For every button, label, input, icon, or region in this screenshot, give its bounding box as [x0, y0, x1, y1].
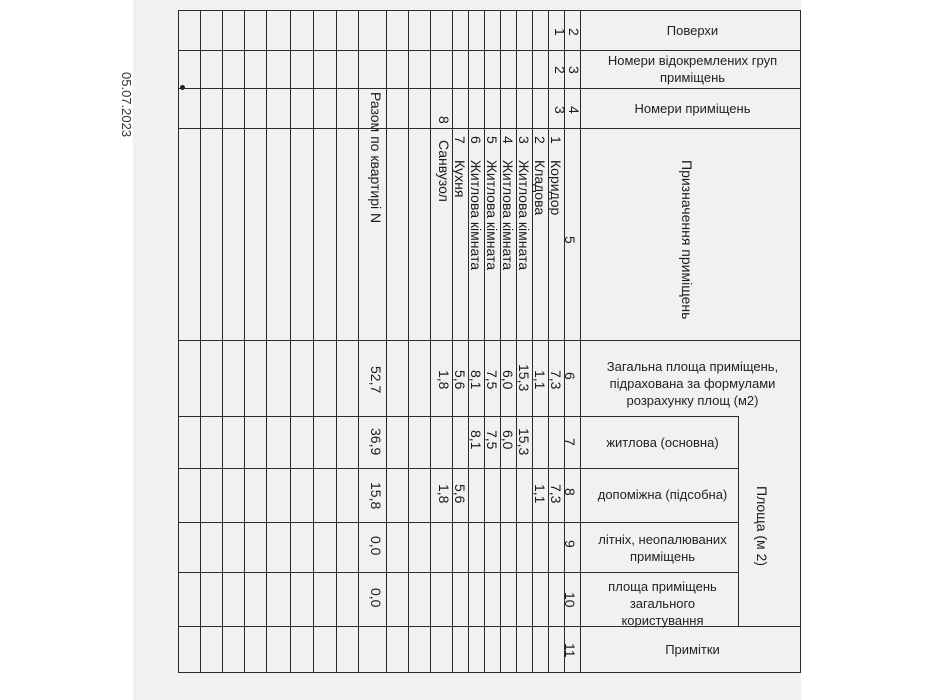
- room-living-area: 6,0: [500, 430, 516, 450]
- grid-line: [408, 10, 409, 672]
- room-name: Кладова: [532, 160, 548, 216]
- column-number: 2: [552, 66, 568, 74]
- column-number: 3: [552, 106, 568, 114]
- grid-line: [336, 10, 337, 672]
- grid-line: [386, 10, 387, 672]
- grid-line: [178, 416, 738, 417]
- room-number: 7: [452, 136, 468, 144]
- grid-line: [548, 10, 549, 672]
- header-area-group: Площа (м 2): [754, 486, 770, 566]
- header-summer: літніх, неопалюваних приміщень: [598, 532, 727, 564]
- column-number: 6: [562, 372, 578, 380]
- grid-line: [178, 572, 738, 573]
- grid-line: [222, 10, 223, 672]
- grid-line: [313, 10, 314, 672]
- column-number: 1: [552, 28, 568, 36]
- room-total-area: 15,3: [516, 364, 532, 392]
- grid-line: [266, 10, 267, 672]
- grid-line: [178, 340, 801, 341]
- summary-label: Разом по квартирі N: [368, 92, 384, 224]
- room-name: Коридор: [548, 160, 564, 216]
- room-name: Житлова кімната: [500, 160, 516, 271]
- grid-line: [532, 10, 533, 672]
- room-number: 5: [484, 136, 500, 144]
- grid-line: [178, 128, 801, 129]
- room-aux-area: 7,3: [548, 484, 564, 504]
- document-date: 05.07.2023: [119, 72, 134, 138]
- grid-line: [516, 10, 517, 672]
- header-floors: Поверхи: [666, 23, 719, 38]
- room-name: Житлова кімната: [516, 160, 532, 271]
- room-total-area: 7,3: [548, 370, 564, 390]
- room-aux-area: 5,6: [452, 484, 468, 504]
- room-total-area: 7,5: [484, 370, 500, 390]
- grid-line: [178, 88, 801, 89]
- room-total-area: 8,1: [468, 370, 484, 390]
- grid-line: [244, 10, 245, 672]
- room-living-area: 15,3: [516, 428, 532, 456]
- grid-line: [178, 468, 738, 469]
- grid-line: [738, 416, 739, 626]
- grid-line: [178, 50, 801, 51]
- grid-line: [468, 10, 469, 672]
- room-total-area: 1,8: [436, 370, 452, 390]
- header-group-numbers: Номери відокремлених груп приміщень: [607, 53, 778, 85]
- column-number: 10: [562, 592, 578, 608]
- grid-line: [178, 10, 801, 11]
- column-number: 7: [562, 438, 578, 446]
- summary-common: 0,0: [368, 588, 384, 608]
- header-auxiliary: допоміжна (підсобна): [597, 487, 728, 502]
- room-total-area: 1,1: [532, 370, 548, 390]
- room-number: 8: [436, 116, 452, 124]
- grid-line: [358, 10, 359, 672]
- room-living-area: 8,1: [468, 430, 484, 450]
- grid-line: [290, 10, 291, 672]
- summary-total: 52,7: [368, 366, 384, 394]
- room-number: 1: [548, 136, 564, 144]
- header-notes: Примітки: [665, 642, 720, 657]
- header-room-numbers: Номери приміщень: [634, 101, 751, 116]
- header-total-area: Загальна площа приміщень, підрахована за формулами розрахунку площ (м2): [606, 359, 779, 408]
- room-aux-area: 1,1: [532, 484, 548, 504]
- grid-line: [178, 10, 179, 672]
- summary-summer: 0,0: [368, 536, 384, 556]
- grid-line: [178, 522, 738, 523]
- room-living-area: 7,5: [484, 430, 500, 450]
- header-common: площа приміщень загального користування: [608, 579, 717, 628]
- column-number: 8: [562, 488, 578, 496]
- room-number: 6: [468, 136, 484, 144]
- room-name: Кухня: [452, 160, 468, 198]
- grid-line: [800, 10, 801, 672]
- room-number: 4: [500, 136, 516, 144]
- summary-aux: 15,8: [368, 482, 384, 510]
- column-number: 2: [566, 28, 582, 36]
- column-number: 3: [566, 66, 582, 74]
- grid-line: [484, 10, 485, 672]
- summary-living: 36,9: [368, 428, 384, 456]
- grid-line: [178, 672, 801, 673]
- grid-line: [500, 10, 501, 672]
- room-number: 3: [516, 136, 532, 144]
- room-number: 2: [532, 136, 548, 144]
- room-aux-area: 1,8: [436, 484, 452, 504]
- grid-line: [430, 10, 431, 672]
- column-number: 5: [562, 236, 578, 244]
- room-total-area: 6,0: [500, 370, 516, 390]
- room-total-area: 5,6: [452, 370, 468, 390]
- room-name: Житлова кімната: [468, 160, 484, 271]
- header-living: житлова (основна): [606, 435, 719, 450]
- header-purpose: Призначення приміщень: [679, 160, 695, 320]
- column-number: 11: [562, 643, 578, 658]
- room-name: Санвузол: [436, 140, 452, 202]
- room-name: Житлова кімната: [484, 160, 500, 271]
- grid-line: [452, 10, 453, 672]
- column-number: 4: [566, 106, 582, 114]
- column-number: 9: [562, 540, 578, 548]
- grid-line: [200, 10, 201, 672]
